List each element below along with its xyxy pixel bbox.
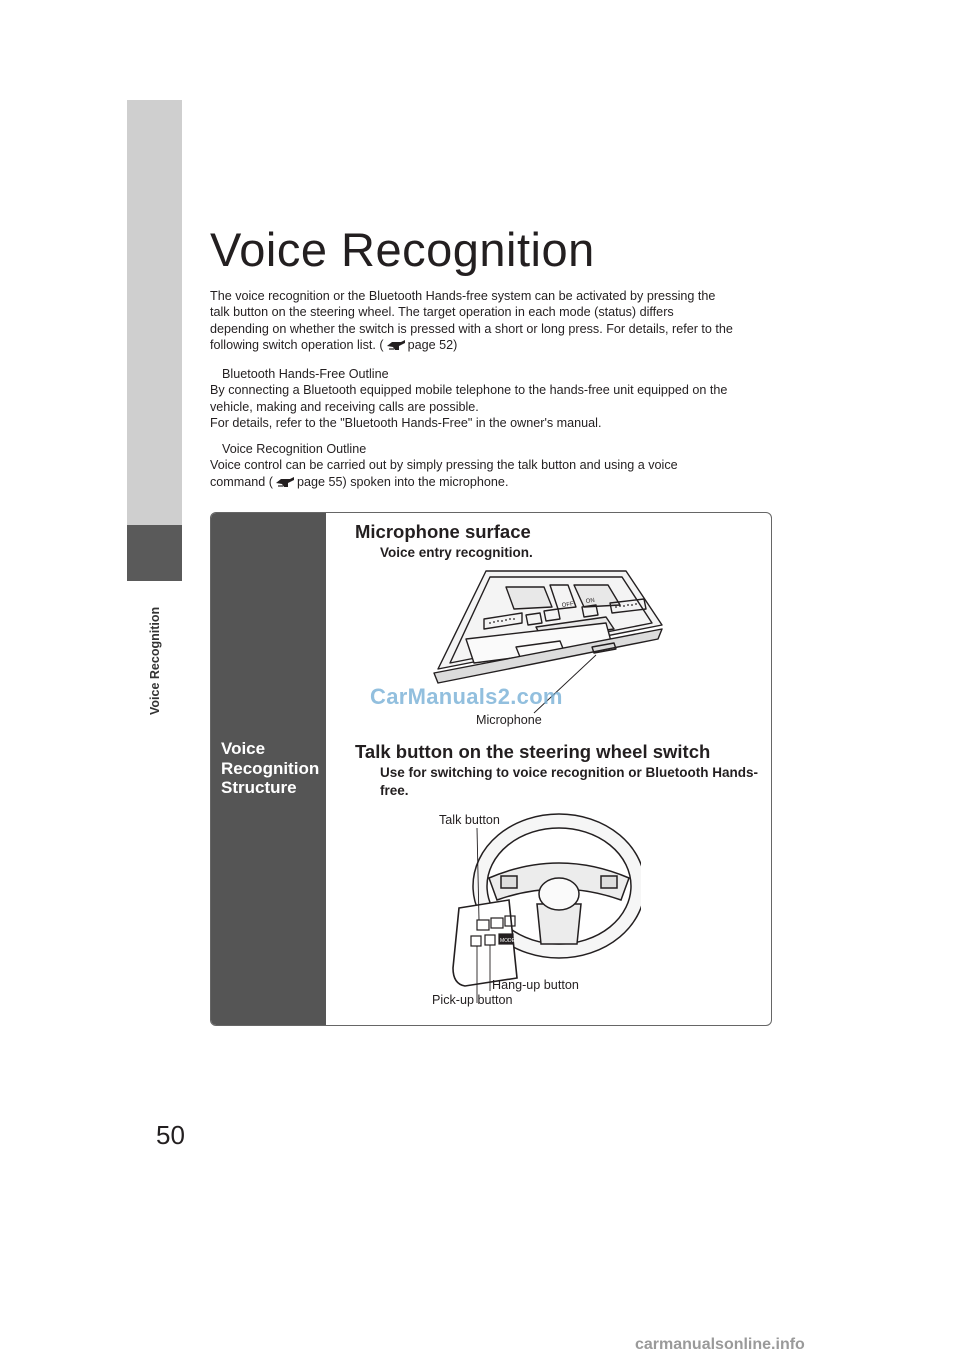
- microphone-callout: Microphone: [476, 713, 542, 727]
- page-title: Voice Recognition: [210, 223, 595, 276]
- voice-section-heading: Voice Recognition Outline: [222, 442, 367, 456]
- structure-label: [221, 739, 319, 798]
- voice-line: [210, 474, 770, 490]
- page-number: 50: [156, 1120, 185, 1150]
- structure-label-line: Voice: [221, 739, 266, 758]
- talk-desc: Use for switching to voice recognition or Bluetooth Hands-free.: [380, 765, 759, 798]
- side-tab-active-block: [127, 525, 182, 581]
- panel-on-text: ON: [585, 597, 596, 605]
- page-reference-icon: [386, 339, 406, 351]
- voice-line: Voice control can be carried out by simply pressing the talk button and using a voice: [210, 458, 678, 473]
- watermark-text: CarManuals2.com: [370, 684, 563, 709]
- intro-paragraph: [210, 288, 770, 354]
- page-reference-icon: [275, 476, 295, 488]
- structure-label-line: Recognition: [221, 758, 320, 778]
- voice-section: [210, 441, 770, 490]
- structure-label-cell: [211, 513, 326, 1025]
- microphone-desc: Voice entry recognition.: [380, 545, 533, 560]
- intro-line: The voice recognition or the Bluetooth Hands-free system can be activated by pressing the: [210, 289, 716, 303]
- mode-button-text: MODE: [500, 938, 515, 944]
- bluetooth-section-heading: Bluetooth Hands-Free Outline: [222, 367, 389, 381]
- voice-line2-prefix: command (: [210, 474, 273, 489]
- talk-heading: Talk button on the steering wheel switch: [355, 741, 711, 762]
- intro-line: [210, 337, 770, 353]
- bluetooth-line: By connecting a Bluetooth equipped mobile telephone to the hands-free unit equipped on the: [210, 383, 728, 398]
- footer-watermark: carmanualsonline.info: [635, 1336, 805, 1353]
- pickup-button-callout: Pick-up button: [432, 993, 513, 1007]
- structure-label-line: Structure: [221, 778, 297, 797]
- intro-line: depending on whether the switch is pressed with a short or long press. For details, refer to the: [210, 321, 733, 336]
- bluetooth-line: For details, refer to the "Bluetooth Hands-Free" in the owner's manual.: [210, 416, 602, 431]
- side-tab-strip: [127, 100, 182, 575]
- intro-line: talk button on the steering wheel. The target operation in each mode (status) differs: [210, 305, 674, 320]
- hangup-button-callout: Hang-up button: [492, 978, 579, 992]
- bluetooth-line: vehicle, making and receiving calls are possible.: [210, 399, 479, 414]
- voice-ref[interactable]: page 55) spoken into the microphone.: [297, 474, 509, 489]
- talk-button-callout: Talk button: [439, 813, 500, 827]
- bluetooth-section: [210, 366, 775, 432]
- panel-off-text: OFF: [561, 601, 575, 609]
- intro-last-prefix: following switch operation list. (: [210, 338, 384, 353]
- intro-ref[interactable]: page 52): [407, 338, 458, 353]
- structure-box: [210, 512, 772, 1026]
- microphone-heading: Microphone surface: [355, 521, 531, 542]
- side-tab-label: Voice Recognition: [148, 606, 162, 715]
